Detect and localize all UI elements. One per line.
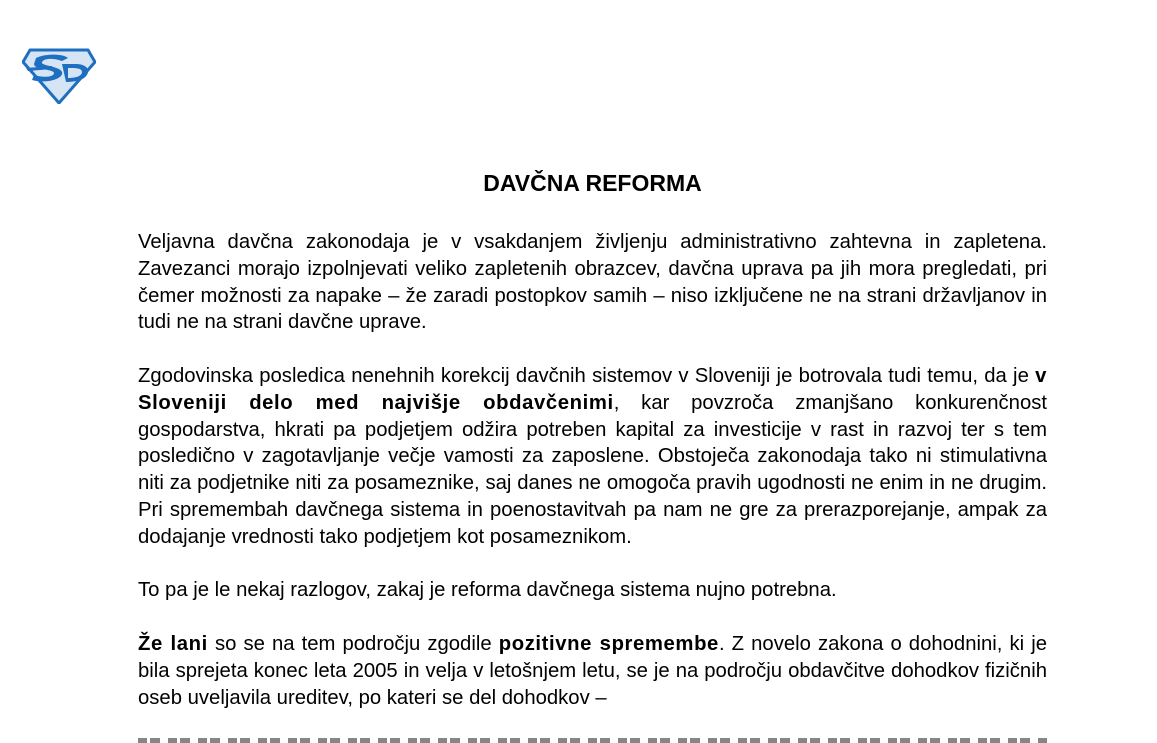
paragraph-text: To pa je le nekaj razlogov, zakaj je reforma davčnega sistema nujno potrebna. [138,579,837,602]
paragraph-text: so se na tem področju zgodile [207,632,499,655]
emphasis-text: Že lani [138,632,208,655]
emphasis-text: pozitivne spremembe [498,632,719,655]
paragraph-text: Veljavna davčna zakonodaja je v vsakdanjem življenju administrativno zahtevna in zapletena. Zavezanci morajo izpolnjevati veliko zapletenih obrazcev, davčna uprava pa jih mora pregledati, pri čemer možnosti za napake – že zaradi postopkov samih – niso izključene ne na strani državljanov in tudi ne na strani davčne uprave. [138,231,1047,334]
cut-off-text-line [138,736,1047,743]
clipped-line [138,738,1047,743]
paragraph-1 [138,229,1047,336]
paragraph-text: Zgodovinska posledica nenehnih korekcij davčnih sistemov v Sloveniji je botrovala tudi temu, da je [138,364,1036,387]
emphasis-text: v Sloveniji delo med najvišje obdavčenimi [138,364,1047,414]
sd-logo-icon [22,48,96,104]
paragraph-text: . Z novelo zakona o dohodnini, ki je bila sprejeta konec leta 2005 in velja v letošnjem letu, se je na področju obdavčitve dohodkov fizičnih oseb uveljavila ureditev, po kateri se del dohodkov – [138,632,1047,709]
paragraph-3 [138,577,1047,604]
document-body [138,229,1047,738]
document-title: DAVČNA REFORMA [483,170,702,196]
paragraph-text: , kar povzroča zmanjšano konkurenčnost gospodarstva, hkrati pa podjetjem odžira potreben kapital za investicije v rast in razvoj ter s tem posledično v zagotavljanje večje vamosti za zaposlene. Obstoječa zakonodaja tako ni stimulativna niti za podjetnike niti za posameznike, saj danes ne omogoča pravih ugodnosti ne enim in ne drugim. Pri spremembah davčnega sistema in poenostavitvah pa nam ne gre za prerazporejanje, ampak za dodajanje vrednosti tako podjetjem kot posameznikom. [138,391,1047,548]
paragraph-4 [138,631,1047,711]
paragraph-2 [138,363,1047,551]
party-logo [22,48,96,104]
